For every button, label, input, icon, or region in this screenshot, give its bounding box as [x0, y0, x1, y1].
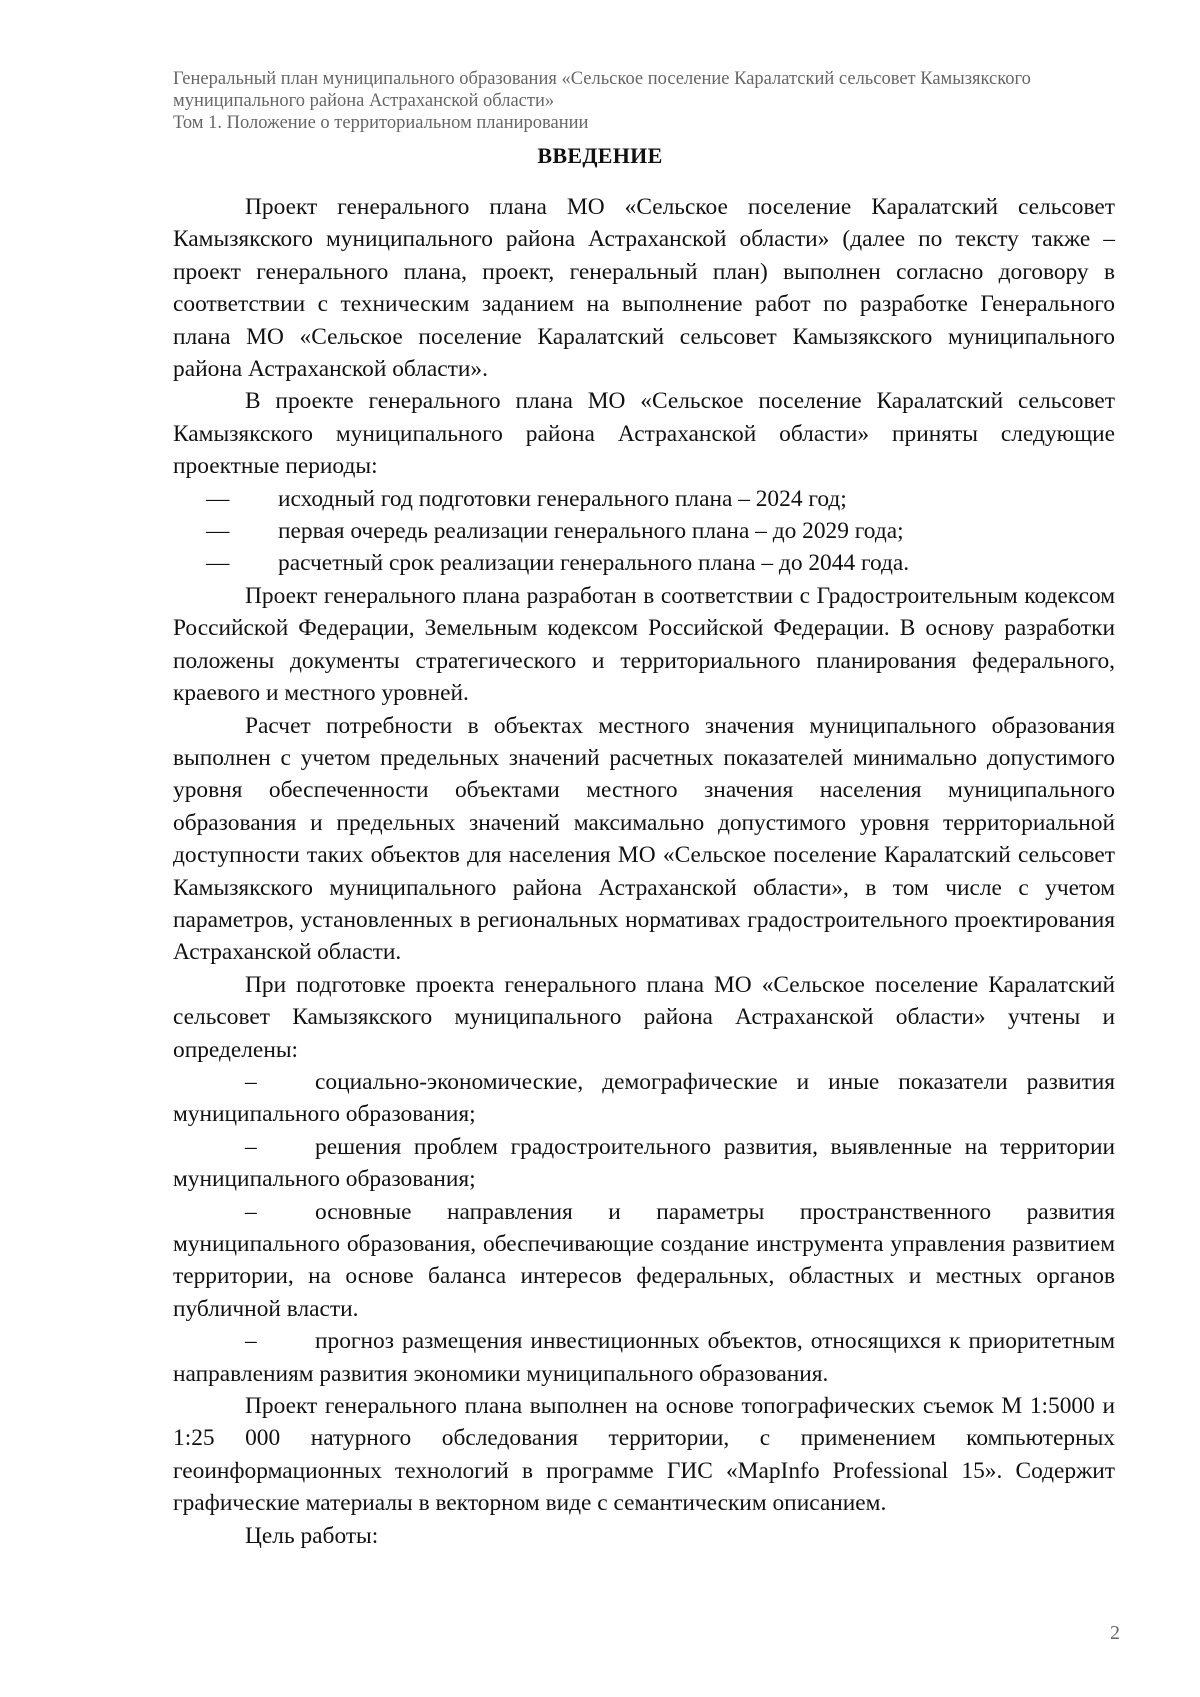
list-item [173, 1196, 1115, 1326]
period-item [173, 483, 1115, 515]
list-bullet: – [245, 1328, 257, 1355]
list-bullet: – [245, 1198, 257, 1225]
header-line-1: Генеральный план муниципального образования «Сельское поселение Каралатский сельсовет Камызякского [173, 69, 1031, 89]
list-item-text: социально-экономические, демографические и иные показатели развития муниципального образования; [173, 1068, 1115, 1128]
paragraph-6: Проект генерального плана выполнен на основе топографических съемок М 1:5000 и 1:25 000 натурного обследования территории, с применением компьютерных геоинформационных технологий в программе ГИС «MapInfo Professional 15». Содержит графические материалы в векторном виде с семантическим описанием. [173, 1393, 1115, 1517]
period-text: исходный год подготовки генерального плана – 2024 год; [278, 485, 847, 512]
period-text: первая очередь реализации генерального плана – до 2029 года; [278, 518, 904, 545]
list-item [173, 1325, 1115, 1390]
list-item-text: основные направления и параметры пространственного развития муниципального образования, обеспечивающие создание инструмента управления развитием территории, на основе баланса интересов федеральных, областных и местных органов публичной власти. [173, 1198, 1115, 1322]
document-body [173, 191, 1115, 1552]
paragraph-4: Расчет потребности в объектах местного значения муниципального образования выполнен с учетом предельных значений расчетных показателей минимально допустимого уровня обеспеченности объектами местного значения населения муниципального образования и предельных значений максимально допустимого уровня территориальной доступности таких объектов для населения МО «Сельское поселение Каралатский сельсовет Камызякского муниципального района Астраханской области», в том числе с учетом параметров, установленных в региональных нормативах градостроительного проектирования Астраханской области. [173, 712, 1115, 966]
list-item [173, 1131, 1115, 1196]
header-line-2: муниципального района Астраханской области» [173, 91, 555, 111]
list-item-text: прогноз размещения инвестиционных объектов, относящихся к приоритетным направлениям развития экономики муниципального образования. [173, 1328, 1115, 1387]
paragraph-5: При подготовке проекта генерального плана МО «Сельское поселение Каралатский сельсовет Камызякского муниципального района Астраханской области» учтены и определены: [173, 971, 1115, 1063]
header-line-3: Том 1. Положение о территориальном планировании [173, 113, 589, 133]
paragraph-1: Проект генерального плана МО «Сельское поселение Каралатский сельсовет Камызякского муниципального района Астраханской области» (далее по тексту также – проект генерального плана, проект, генеральный план) выполнен согласно договору в соответствии с техническим заданием на выполнение работ по разработке Генерального плана МО «Сельское поселение Каралатский сельсовет Камызякского муниципального района Астраханской области». [173, 194, 1115, 383]
list-bullet: – [245, 1068, 257, 1095]
paragraph-7: Цель работы: [245, 1522, 379, 1549]
section-title: ВВЕДЕНИЕ [537, 143, 663, 168]
period-item [173, 515, 1115, 547]
period-bullet: — [206, 485, 230, 512]
running-header [173, 68, 1133, 134]
list-bullet: – [245, 1133, 257, 1160]
period-text: расчетный срок реализации генерального плана – до 2044 года. [278, 550, 910, 577]
paragraph-2: В проекте генерального плана МО «Сельское поселение Каралатский сельсовет Камызякского муниципального района Астраханской области» приняты следующие проектные периоды: [173, 388, 1115, 480]
paragraph-3: Проект генерального плана разработан в соответствии с Градостроительным кодексом Российской Федерации, Земельным кодексом Российской Федерации. В основу разработки положены документы стратегического и территориального планирования федерального, краевого и местного уровней. [173, 582, 1115, 707]
list-item-text: решения проблем градостроительного развития, выявленные на территории муниципального образования; [173, 1133, 1115, 1193]
period-bullet: — [206, 550, 230, 577]
period-bullet: — [206, 518, 230, 545]
list-item [173, 1066, 1115, 1131]
page-number: 2 [1110, 1622, 1120, 1644]
period-item [173, 547, 1115, 579]
